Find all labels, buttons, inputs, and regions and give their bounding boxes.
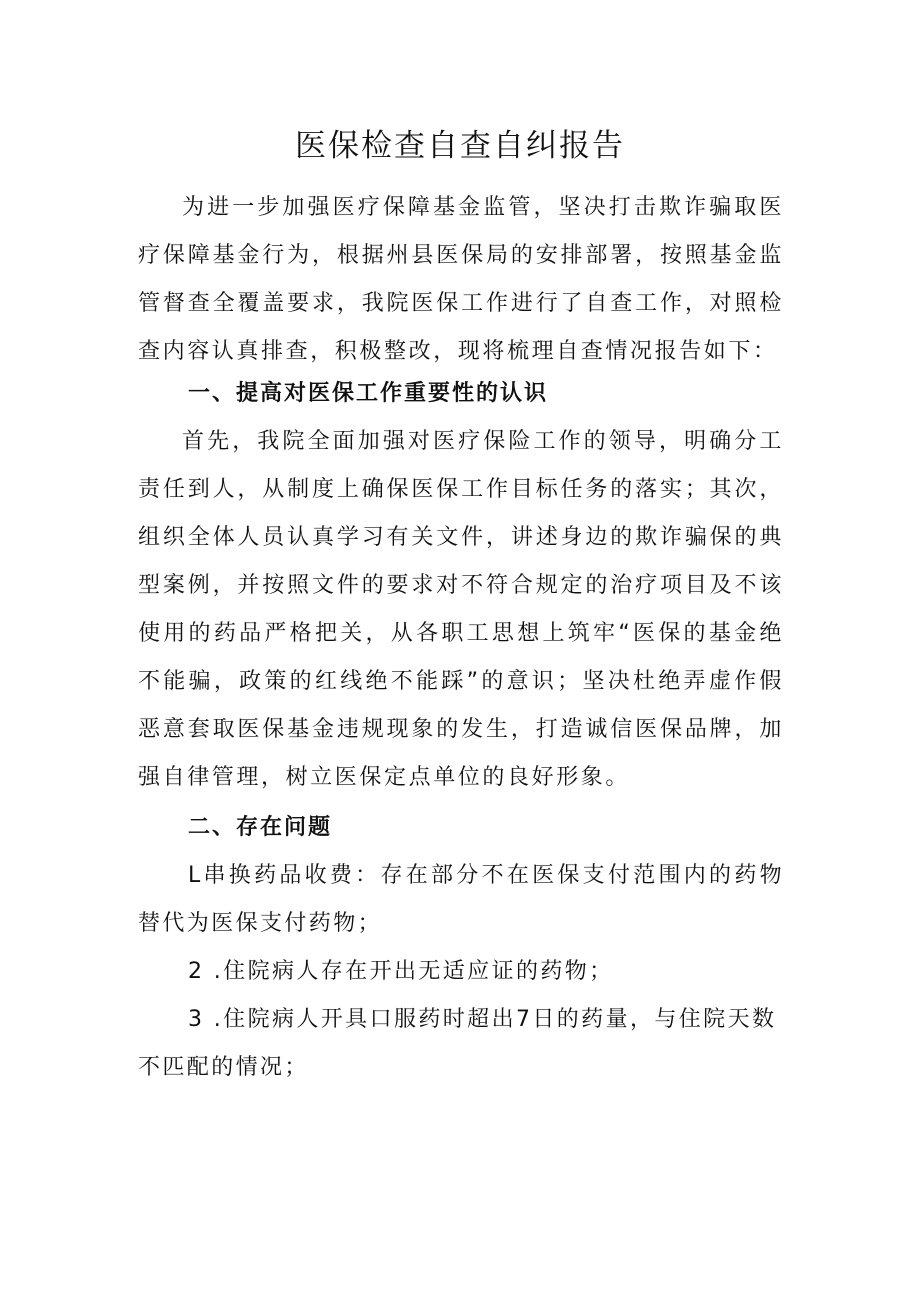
issue-item-1: L串换药品收费：存在部分不在医保支付范围内的药物替代为医保支付药物； (138, 863, 784, 936)
intro-paragraph: 为进一步加强医疗保障基金监管，坚决打击欺诈骗取医疗保障基金行为，根据州县医保局的安排部署，按照基金监管督查全覆盖要求，我院医保工作进行了自查工作，对照检查内容认真排查，积极整改，现将梳理自查情况报告如下： (138, 195, 784, 364)
issue-item-2: 2 .住院病人存在开出无适应证的药物； (188, 959, 614, 984)
section2-heading: 二、存在问题 (188, 815, 333, 840)
section1-body: 首先，我院全面加强对医疗保险工作的领导，明确分工责任到人，从制度上确保医保工作目标任务的落实；其次，组织全体人员认真学习有关文件，讲述身边的欺诈骗保的典型案例，并按照文件的要求对不符合规定的治疗项目及不该使用的药品严格把关，从各职工思想上筑牢“医保的基金绝不能骗，政策的红线绝不能踩”的意识；坚决杜绝弄虚作假恶意套取医保基金违规现象的发生，打造诚信医保品牌，加强自律管理，树立医保定点单位的良好形象。 (138, 429, 784, 790)
document-title: 医保检查自查自纠报告 (295, 128, 625, 164)
issue-item-3: 3 .住院病人开具口服药时超出7日的药量，与住院天数不匹配的情况； (138, 1007, 777, 1080)
section1-heading: 一、提高对医保工作重要性的认识 (188, 381, 549, 406)
